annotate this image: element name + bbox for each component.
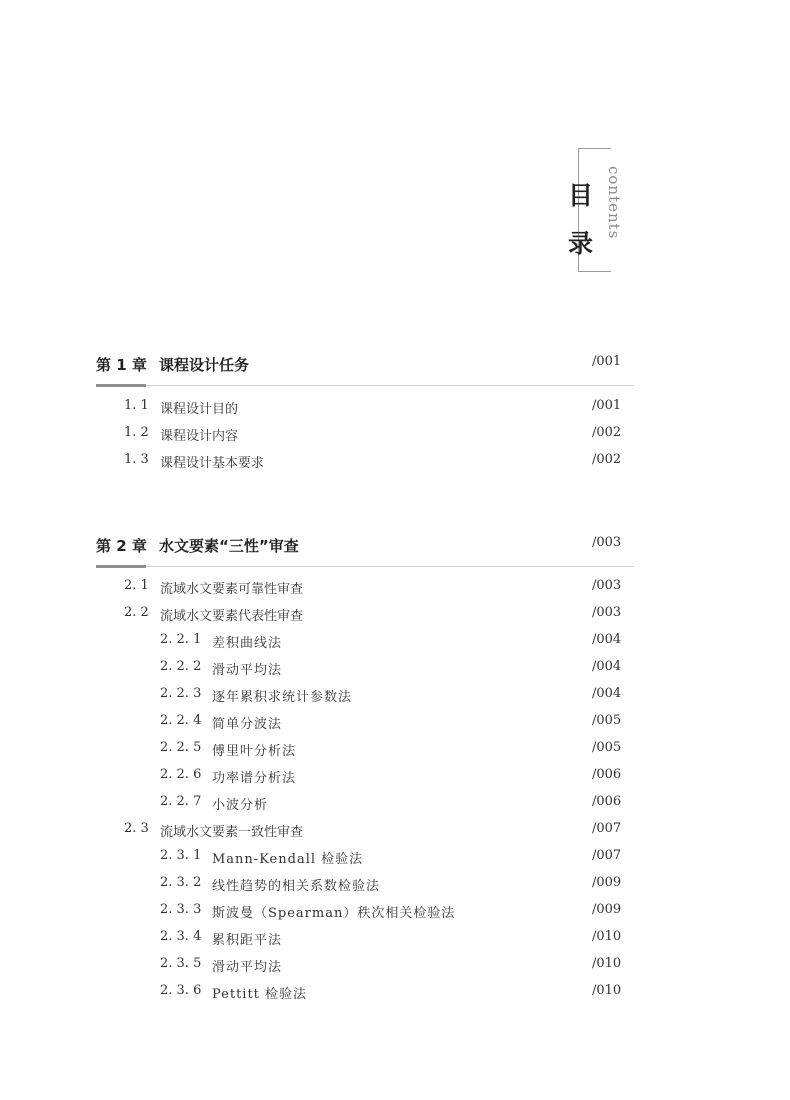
entry-number: 2. 3. 4 <box>160 929 202 944</box>
toc-title-char-1: 目 <box>568 181 594 210</box>
toc-entry[interactable] <box>96 713 634 731</box>
entry-page: /004 <box>592 686 622 701</box>
toc-entry[interactable] <box>96 794 634 812</box>
toc-entry[interactable] <box>96 452 634 470</box>
chapter-page: /003 <box>592 535 622 550</box>
entry-page: /005 <box>592 713 622 728</box>
entry-page: /001 <box>592 398 622 413</box>
entry-page: /010 <box>592 983 622 998</box>
entry-title: 滑动平均法 <box>212 663 283 678</box>
entry-title: 课程设计基本要求 <box>160 456 265 471</box>
entry-title: 累积距平法 <box>212 933 283 948</box>
entry-number: 2. 2. 1 <box>160 632 202 647</box>
entry-number: 2. 2. 6 <box>160 767 202 782</box>
entry-title: 流域水文要素一致性审查 <box>160 825 304 840</box>
toc-entry[interactable] <box>96 929 634 947</box>
chapter-number: 第 2 章 <box>96 537 147 555</box>
entry-title: Pettitt 检验法 <box>212 987 308 1002</box>
chapter-heading[interactable] <box>96 535 634 561</box>
entry-number: 1. 2 <box>124 425 149 440</box>
entry-page: /002 <box>592 452 622 467</box>
toc-entry[interactable] <box>96 956 634 974</box>
entry-title: 差积曲线法 <box>212 636 283 651</box>
entry-number: 2. 2 <box>124 605 149 620</box>
entry-page: /002 <box>592 425 622 440</box>
entry-title: 流域水文要素可靠性审查 <box>160 582 304 597</box>
chapter-page: /001 <box>592 354 622 369</box>
toc-entry[interactable] <box>96 902 634 920</box>
toc-title-char-2: 录 <box>568 229 594 258</box>
divider-accent <box>96 384 146 387</box>
chapter-2 <box>96 535 634 1002</box>
entry-title: 简单分波法 <box>212 717 283 732</box>
chapter-divider <box>96 385 634 386</box>
entry-page: /004 <box>592 659 622 674</box>
entry-page: /009 <box>592 902 622 917</box>
toc-entry[interactable] <box>96 875 634 893</box>
entry-page: /003 <box>592 605 622 620</box>
toc-entry[interactable] <box>96 605 634 623</box>
entry-title: 功率谱分析法 <box>212 771 297 786</box>
entry-number: 2. 1 <box>124 578 149 593</box>
entry-number: 2. 3 <box>124 821 149 836</box>
entry-page: /007 <box>592 821 622 836</box>
toc-entry[interactable] <box>96 821 634 839</box>
entry-number: 2. 3. 3 <box>160 902 202 917</box>
entry-number: 2. 2. 3 <box>160 686 202 701</box>
entry-page: /006 <box>592 794 622 809</box>
entry-number: 2. 3. 5 <box>160 956 202 971</box>
toc-entry[interactable] <box>96 578 634 596</box>
entry-page: /010 <box>592 956 622 971</box>
entry-title: 课程设计目的 <box>160 402 239 417</box>
entry-title: 逐年累积求统计参数法 <box>212 690 353 705</box>
toc-entry[interactable] <box>96 398 634 416</box>
chapter-heading[interactable] <box>96 354 634 380</box>
toc-entry[interactable] <box>96 659 634 677</box>
entry-number: 2. 2. 7 <box>160 794 202 809</box>
chapter-title: 水文要素“三性”审查 <box>159 537 299 555</box>
entry-title: 斯波曼（Spearman）秩次相关检验法 <box>212 906 456 921</box>
entry-title: 流域水文要素代表性审查 <box>160 609 304 624</box>
entry-number: 2. 2. 5 <box>160 740 202 755</box>
entry-page: /007 <box>592 848 622 863</box>
entry-page: /009 <box>592 875 622 890</box>
entry-number: 2. 3. 6 <box>160 983 202 998</box>
entry-number: 1. 1 <box>124 398 149 413</box>
toc-entry[interactable] <box>96 767 634 785</box>
entry-number: 1. 3 <box>124 452 149 467</box>
entry-page: /003 <box>592 578 622 593</box>
entry-page: /005 <box>592 740 622 755</box>
chapter-1 <box>96 354 634 471</box>
entry-title: 傅里叶分析法 <box>212 744 297 759</box>
divider-accent <box>96 565 146 568</box>
entry-title: 课程设计内容 <box>160 429 239 444</box>
entry-page: /006 <box>592 767 622 782</box>
entry-title: Mann-Kendall 检验法 <box>212 852 364 867</box>
toc-entry[interactable] <box>96 632 634 650</box>
toc-entry[interactable] <box>96 848 634 866</box>
entry-number: 2. 3. 2 <box>160 875 202 890</box>
toc-entry[interactable] <box>96 983 634 1001</box>
toc-entry[interactable] <box>96 740 634 758</box>
chapter-title: 课程设计任务 <box>159 356 250 374</box>
chapter-divider <box>96 566 634 567</box>
entry-number: 2. 2. 2 <box>160 659 202 674</box>
toc-entry[interactable] <box>96 686 634 704</box>
entry-number: 2. 2. 4 <box>160 713 202 728</box>
entry-title: 线性趋势的相关系数检验法 <box>212 879 381 894</box>
entry-title: 滑动平均法 <box>212 960 283 975</box>
toc-entry[interactable] <box>96 425 634 443</box>
entry-title: 小波分析 <box>212 798 269 813</box>
entry-number: 2. 3. 1 <box>160 848 202 863</box>
entry-page: /010 <box>592 929 622 944</box>
contents-label: contents <box>605 166 623 240</box>
entry-page: /004 <box>592 632 622 647</box>
chapter-number: 第 1 章 <box>96 356 147 374</box>
